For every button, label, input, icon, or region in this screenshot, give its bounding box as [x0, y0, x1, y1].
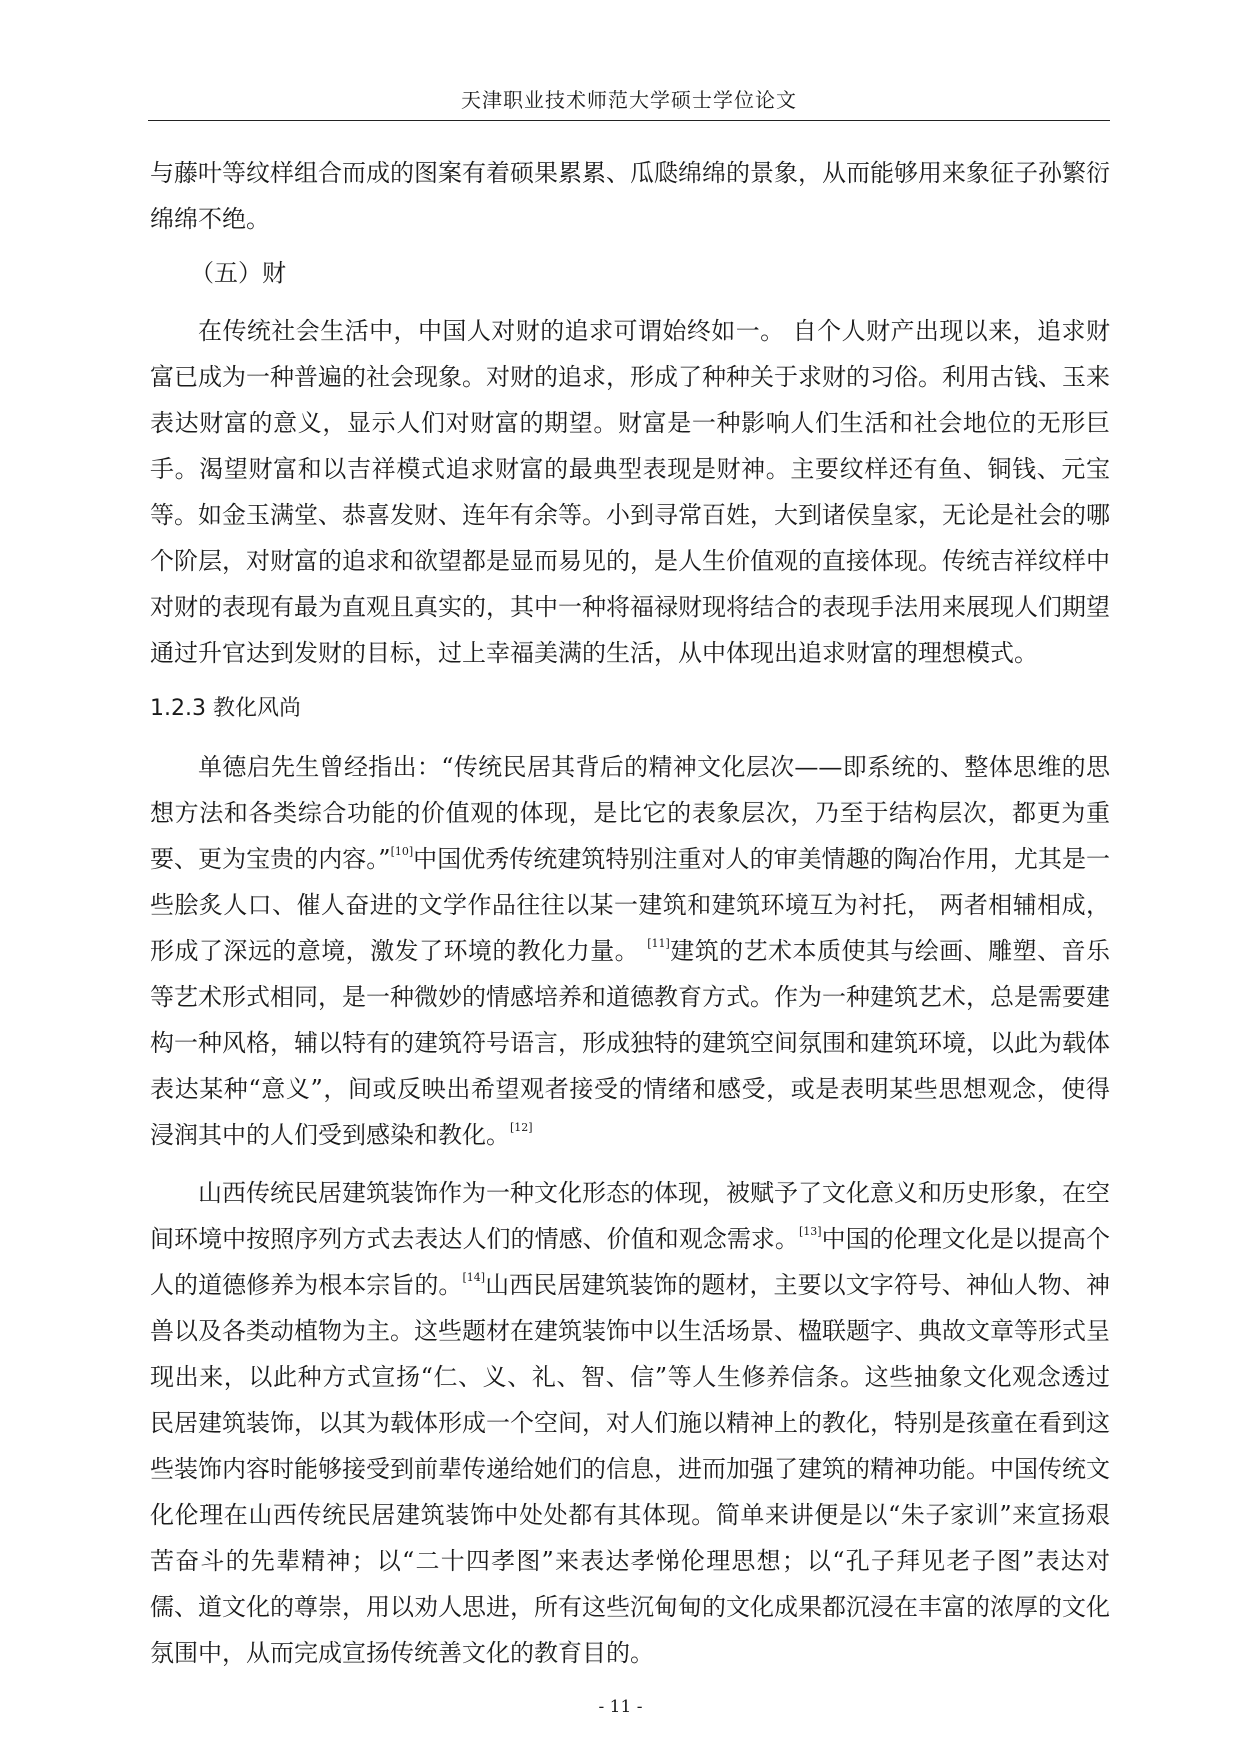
citation-12: [12] — [510, 1121, 533, 1134]
paragraph-text: 单德启先生曾经指出：“传统民居其背后的精神文化层次——即系统的、整体思维的思想方法和各类综合功能的价值观的体现，是比它的表象层次，乃至于结构层次，都更为重要、更为宝贵的内容。” — [150, 753, 1110, 873]
paragraph-continuation: 与藤叶等纹样组合而成的图案有着硕果累累、瓜瓞绵绵的景象，从而能够用来象征子孙繁衍绵绵不绝。 — [150, 159, 1110, 233]
section-heading: 1.2.3 教化风尚 — [150, 696, 301, 721]
paragraph-education — [150, 744, 1110, 1158]
citation-13: [13] — [798, 1225, 822, 1238]
page-number: - 11 - — [598, 1697, 643, 1717]
paragraph-text: 中国的伦理文化是以提高个人的道德修养为根本宗旨的。 — [150, 1225, 1111, 1299]
subsection-heading: （五）财 — [190, 259, 286, 287]
header-rule — [148, 120, 1110, 121]
citation-10: [10] — [390, 845, 414, 858]
paragraph-text: 山西传统民居建筑装饰作为一种文化形态的体现，被赋予了文化意义和历史形象，在空间环境中按照序列方式去表达人们的情感、价值和观念需求。 — [150, 1179, 1110, 1253]
paragraph-wealth: 在传统社会生活中，中国人对财的追求可谓始终如一。 自个人财产出现以来，追求财富已成为一种普遍的社会现象。对财的追求，形成了种种关于求财的习俗。利用古钱、玉来表达财富的意义，显示人们对财富的期望。财富是一种影响人们生活和社会地位的无形巨手。渴望财富和以吉祥模式追求财富的最典型表现是财神。主要纹样还有鱼、铜钱、元宝等。如金玉满堂、恭喜发财、连年有余等。小到寻常百姓，大到诸侯皇家，无论是社会的哪个阶层，对财富的追求和欲望都是显而易见的，是人生价值观的直接体现。传统吉祥纹样中对财的表现有最为直观且真实的，其中一种将福禄财现将结合的表现手法用来展现人们期望通过升官达到发财的目标，过上幸福美满的生活，从中体现出追求财富的理想模式。 — [150, 317, 1110, 667]
paragraph-text: 山西民居建筑装饰的题材，主要以文字符号、神仙人物、神兽以及各类动植物为主。这些题材在建筑装饰中以生活场景、楹联题字、典故文章等形式呈现出来，以此种方式宣扬“仁、义、礼、智、信”等人生修养信条。这些抽象文化观念透过民居建筑装饰，以其为载体形成一个空间，对人们施以精神上的教化，特别是孩童在看到这些装饰内容时能够接受到前辈传递给她们的信息，进而加强了建筑的精神功能。中国传统文化伦理在山西传统民居建筑装饰中处处都有其体现。简单来讲便是以“朱子家训”来宣扬艰苦奋斗的先辈精神；以“二十四孝图”来表达孝悌伦理思想；以“孔子拜见老子图”表达对儒、道文化的尊崇，用以劝人思进，所有这些沉甸甸的文化成果都沉浸在丰富的浓厚的文化氛围中，从而完成宣扬传统善文化的教育目的。 — [150, 1271, 1110, 1667]
paragraph-text: 中国优秀传统建筑特别注重对人的审美情趣的陶冶作用，尤其是一些脍炙人口、催人奋进的文学作品往往以某一建筑和建筑环境互为衬托， 两者相辅相成，形成了深远的意境，激发了环境的教化力量。 — [150, 845, 1110, 965]
citation-14: [14] — [462, 1271, 486, 1284]
citation-11: [11] — [647, 937, 670, 950]
paragraph-text: 建筑的艺术本质使其与绘画、雕塑、音乐等艺术形式相同，是一种微妙的情感培养和道德教育方式。作为一种建筑艺术，总是需要建构一种风格，辅以特有的建筑符号语言，形成独特的建筑空间氛围和建筑环境，以此为载体表达某种“意义”，间或反映出希望观者接受的情绪和感受，或是表明某些思想观念，使得浸润其中的人们受到感染和教化。 — [150, 937, 1110, 1149]
running-header: 天津职业技术师范大学硕士学位论文 — [461, 88, 797, 112]
paragraph-shanxi — [150, 1170, 1110, 1676]
body-text — [150, 150, 1110, 1676]
